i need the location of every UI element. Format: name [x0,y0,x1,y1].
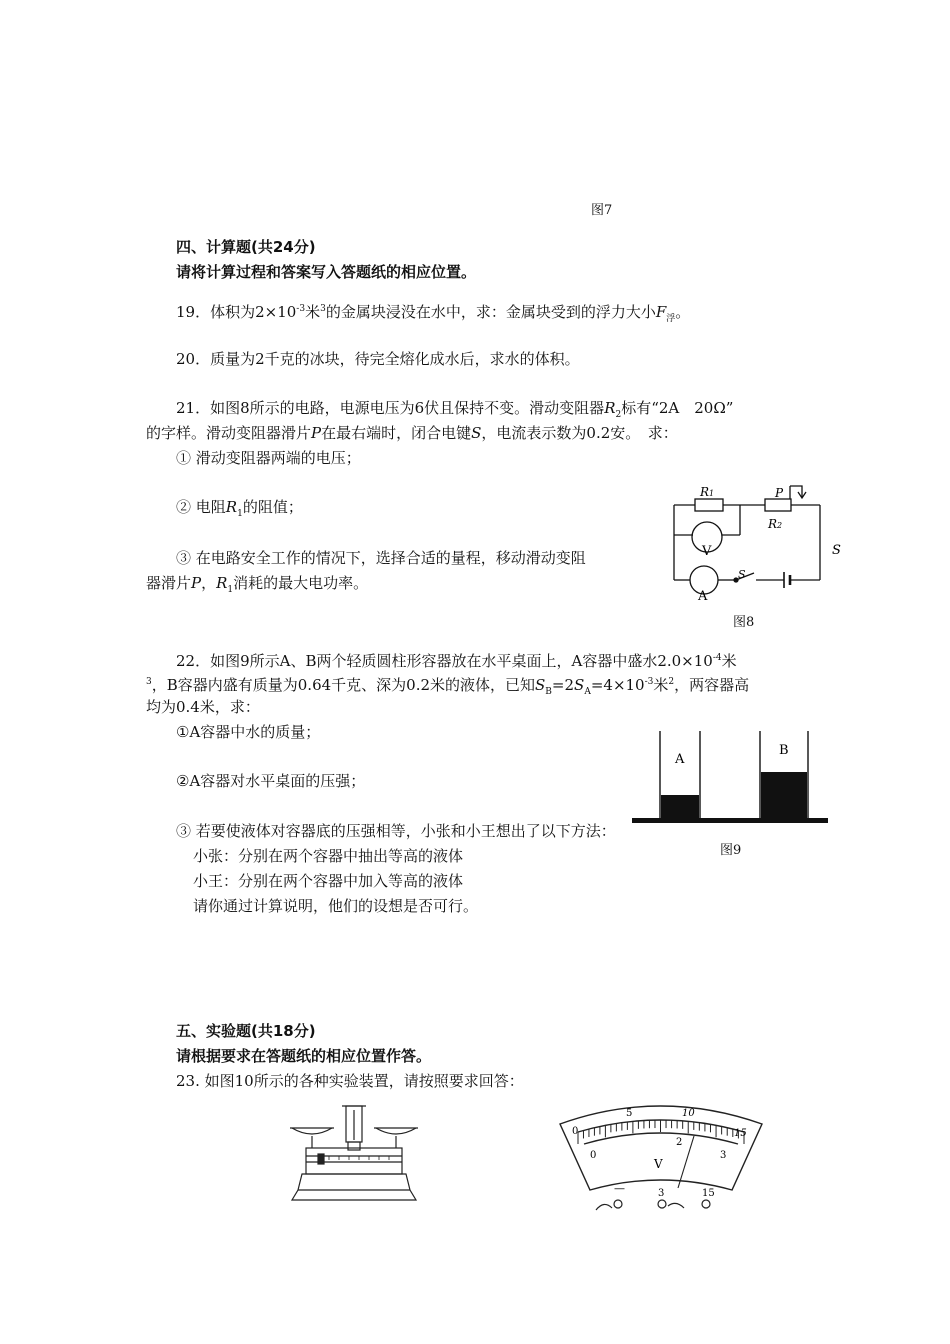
question-23: 23. 如图10所示的各种实验装置，请按照要求回答： [176,1072,524,1090]
figure-8-circuit [660,480,850,605]
question-20: 20．质量为2千克的冰块，待完全熔化成水后，求水的体积。 [176,350,580,368]
fig7-caption: 图7 [591,203,613,218]
table-surface [632,818,828,823]
label-v: V [702,544,712,559]
terminal-negative: — [614,1182,625,1195]
question-21-item1: ① 滑动变阻器两端的电压； [176,449,361,467]
section5-instruction: 请根据要求在答题纸的相应位置作答。 [176,1047,432,1065]
resistor-r1 [695,499,723,511]
question-22-line2: $^3$，B容器内盛有质量为0.64千克、深为0.2米的液体，已知$S_B=2S_A=4\times 10^{-3}$米$^2$，两容器高 [146,676,750,697]
figure-9-containers [630,728,830,828]
question-22-ask: 请你通过计算说明，他们的设想是否可行。 [193,897,479,915]
bottom-scale-3: 3 [720,1150,727,1161]
section4-instruction: 请将计算过程和答案写入答题纸的相应位置。 [176,263,477,281]
fig9-caption: 图9 [720,843,742,858]
label-a: A [698,589,708,604]
question-22-item3: ③ 若要使液体对容器底的压强相等，小张和小王想出了以下方法： [176,822,616,840]
question-22-item1: ①A容器中水的质量； [176,723,321,741]
bottom-scale-0: 0 [590,1150,597,1161]
label-p: P [775,486,784,500]
fig8-caption: 图8 [733,615,755,630]
voltmeter-illustration [556,1100,766,1215]
question-22-wang: 小王：分别在两个容器中加入等高的液体 [193,872,464,890]
section4-heading: 四、计算题(共24分) [176,238,316,256]
question-21-item2: ② 电阻$R_1$的阻值； [176,498,303,519]
label-s-side: S [832,543,841,558]
container-a-label: A [675,752,685,767]
balance-scale-illustration [284,1100,424,1204]
label-s-switch: S [738,568,746,581]
question-22-item2: ②A容器对水平桌面的压强； [176,772,366,790]
top-scale-15: 15 [734,1128,747,1139]
bottom-scale-2: 2 [676,1137,683,1148]
resistor-r2 [765,499,791,511]
top-scale-0: 0 [572,1126,579,1137]
terminal-3: 3 [658,1188,665,1199]
question-22-zhang: 小张：分别在两个容器中抽出等高的液体 [193,847,464,865]
meter-face-outline [560,1106,762,1190]
water-in-a [661,795,699,818]
terminal-15: 15 [702,1188,715,1199]
top-scale-10: 10 [682,1108,695,1119]
question-19: 19．体积为$2\times 10^{-3}$米$^3$的金属块浸没在水中，求：金属块受到的浮力大小$F_浮$。 [176,303,691,324]
top-scale-5: 5 [626,1108,633,1119]
question-21-item3b: 器滑片P，$R_1$消耗的最大电功率。 [146,574,369,595]
meter-unit-label: V [654,1157,663,1171]
container-b-label: B [779,743,789,758]
section5-heading: 五、实验题(共18分) [176,1022,316,1040]
label-r2: R2 [768,517,783,531]
liquid-in-b [761,772,807,818]
question-21-item3a: ③ 在电路安全工作的情况下，选择合适的量程，移动滑动变阻 [176,549,586,567]
question-22-line1: 22．如图9所示A、B两个轻质圆柱形容器放在水平桌面上，A容器中盛水$2.0\times 10^{-4}$米 [176,652,737,670]
label-r1: R1 [700,485,715,499]
question-21-line1: 21．如图8所示的电路，电源电压为6伏且保持不变。滑动变阻器$R_2$标有“2A 20Ω” [176,399,734,420]
question-22-line3: 均为0.4米，求： [146,698,260,716]
question-21-line2: 的字样。滑动变阻器滑片P在最右端时，闭合电键S，电流表示数为0.2安。 求： [146,424,678,442]
